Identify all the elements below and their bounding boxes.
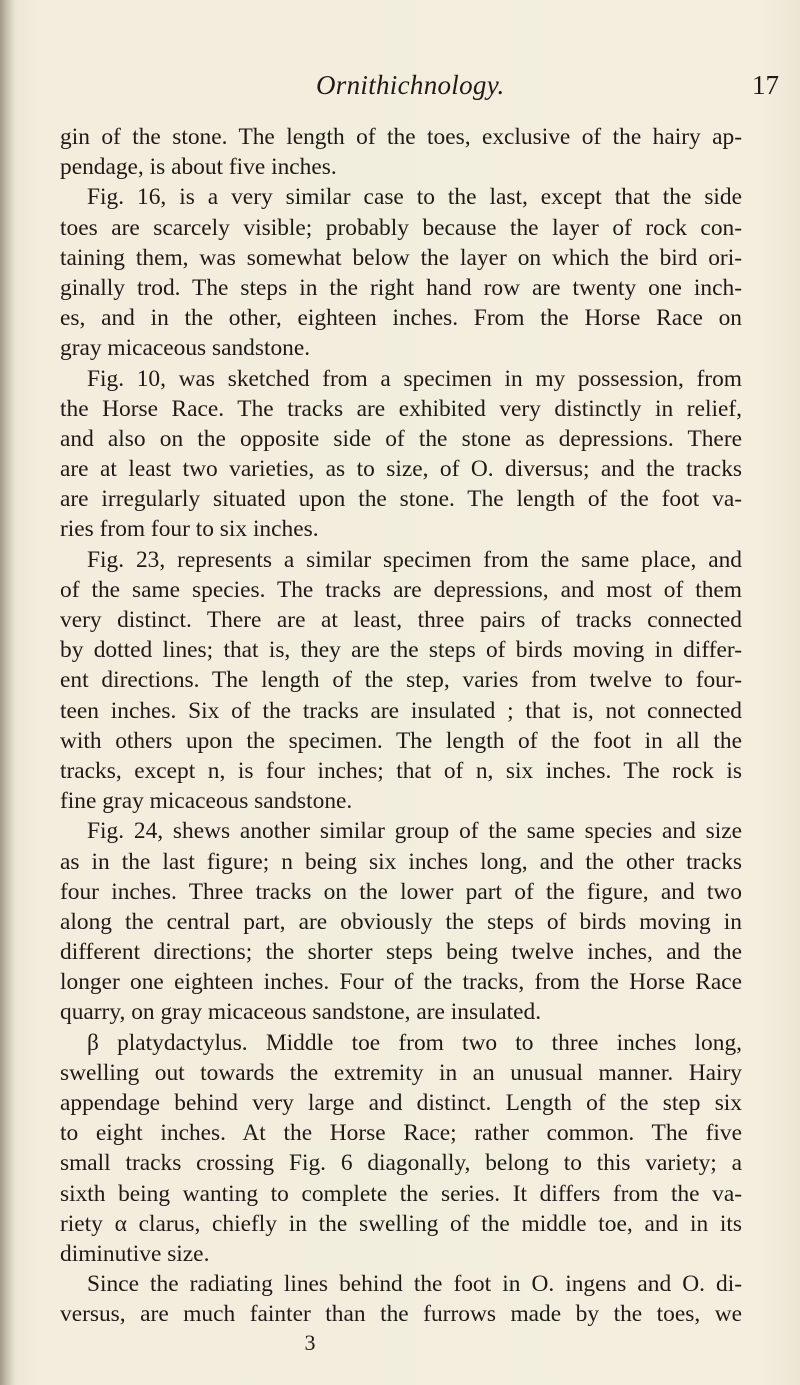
signature-mark <box>0 1330 800 1356</box>
text-line: ries from four to six inches. <box>60 516 319 543</box>
text-line: Fig. 10, was sketched from a specimen in my possession, from <box>87 365 742 392</box>
text-line: to eight inches. At the Horse Race; rather common. The five <box>60 1120 742 1147</box>
text-line: tracks, except n, is four inches; that of n, six inches. The rock is <box>60 757 742 784</box>
text-line: swelling out towards the extremity in an unusual manner. Hairy <box>60 1059 742 1086</box>
text-line: teen inches. Six of the tracks are insulated ; that is, not connected <box>60 697 742 724</box>
text-line: the Horse Race. The tracks are exhibited very distinctly in relief, <box>60 395 742 422</box>
text-line: ent directions. The length of the step, varies from twelve to four- <box>60 667 742 694</box>
spine-shadow <box>0 0 14 1385</box>
text-line: are irregularly situated upon the stone. The length of the foot va- <box>60 486 742 513</box>
page-number: 17 <box>752 70 779 100</box>
signature-number: 3 <box>304 1330 316 1355</box>
text-line: four inches. Three tracks on the lower part of the figure, and two <box>60 878 742 905</box>
body-text <box>60 122 742 1330</box>
text-line: very distinct. There are at least, three pairs of tracks connected <box>60 607 742 633</box>
running-title: Ornithichnology. <box>316 70 505 100</box>
text-line: Fig. 23, represents a similar specimen from the same place, and <box>87 546 742 573</box>
text-line: gray micaceous sandstone. <box>60 335 311 362</box>
text-line: quarry, on gray micaceous sandstone, are insulated. <box>60 999 542 1026</box>
text-line: toes are scarcely visible; probably because the layer of rock con- <box>60 214 742 241</box>
text-line: versus, are much fainter than the furrows made by the toes, we <box>60 1301 742 1328</box>
text-line: β platydactylus. Middle toe from two to three inches long, <box>87 1029 742 1056</box>
text-line: taining them, was somewhat below the layer on which the bird ori- <box>60 244 742 271</box>
text-line: ginally trod. The steps in the right hand row are twenty one inch- <box>60 274 742 301</box>
text-line: diminutive size. <box>60 1240 210 1267</box>
text-line: gin of the stone. The length of the toes, exclusive of the hairy ap- <box>60 124 742 150</box>
page-header <box>0 70 800 110</box>
text-line: small tracks crossing Fig. 6 diagonally, belong to this variety; a <box>60 1150 742 1177</box>
text-line: different directions; the shorter steps being twelve inches, and the <box>60 939 742 966</box>
text-line: as in the last figure; n being six inches long, and the other tracks <box>60 848 742 875</box>
text-line: pendage, is about five inches. <box>60 154 337 181</box>
text-line: with others upon the specimen. The length of the foot in all the <box>60 727 742 754</box>
text-line: fine gray micaceous sandstone. <box>60 788 353 815</box>
text-line: by dotted lines; that is, they are the steps of birds moving in differ- <box>60 637 742 664</box>
text-line: Fig. 16, is a very similar case to the last, except that the side <box>87 184 742 211</box>
text-line: Fig. 24, shews another similar group of the same species and size <box>87 818 742 845</box>
text-line: Since the radiating lines behind the foot in O. ingens and O. di- <box>87 1271 742 1298</box>
text-line: longer one eighteen inches. Four of the tracks, from the Horse Race <box>60 969 742 996</box>
text-line: appendage behind very large and distinct. Length of the step six <box>60 1090 742 1116</box>
text-line: sixth being wanting to complete the series. It differs from the va- <box>60 1180 742 1207</box>
text-line: and also on the opposite side of the stone as depressions. There <box>60 425 742 452</box>
text-line: es, and in the other, eighteen inches. From the Horse Race on <box>60 305 742 332</box>
text-line: are at least two varieties, as to size, of O. diversus; and the tracks <box>60 456 742 483</box>
text-line: of the same species. The tracks are depressions, and most of them <box>60 576 742 603</box>
text-line: along the central part, are obviously the steps of birds moving in <box>60 908 742 935</box>
text-line: riety α clarus, chiefly in the swelling of the middle toe, and in its <box>60 1210 742 1237</box>
